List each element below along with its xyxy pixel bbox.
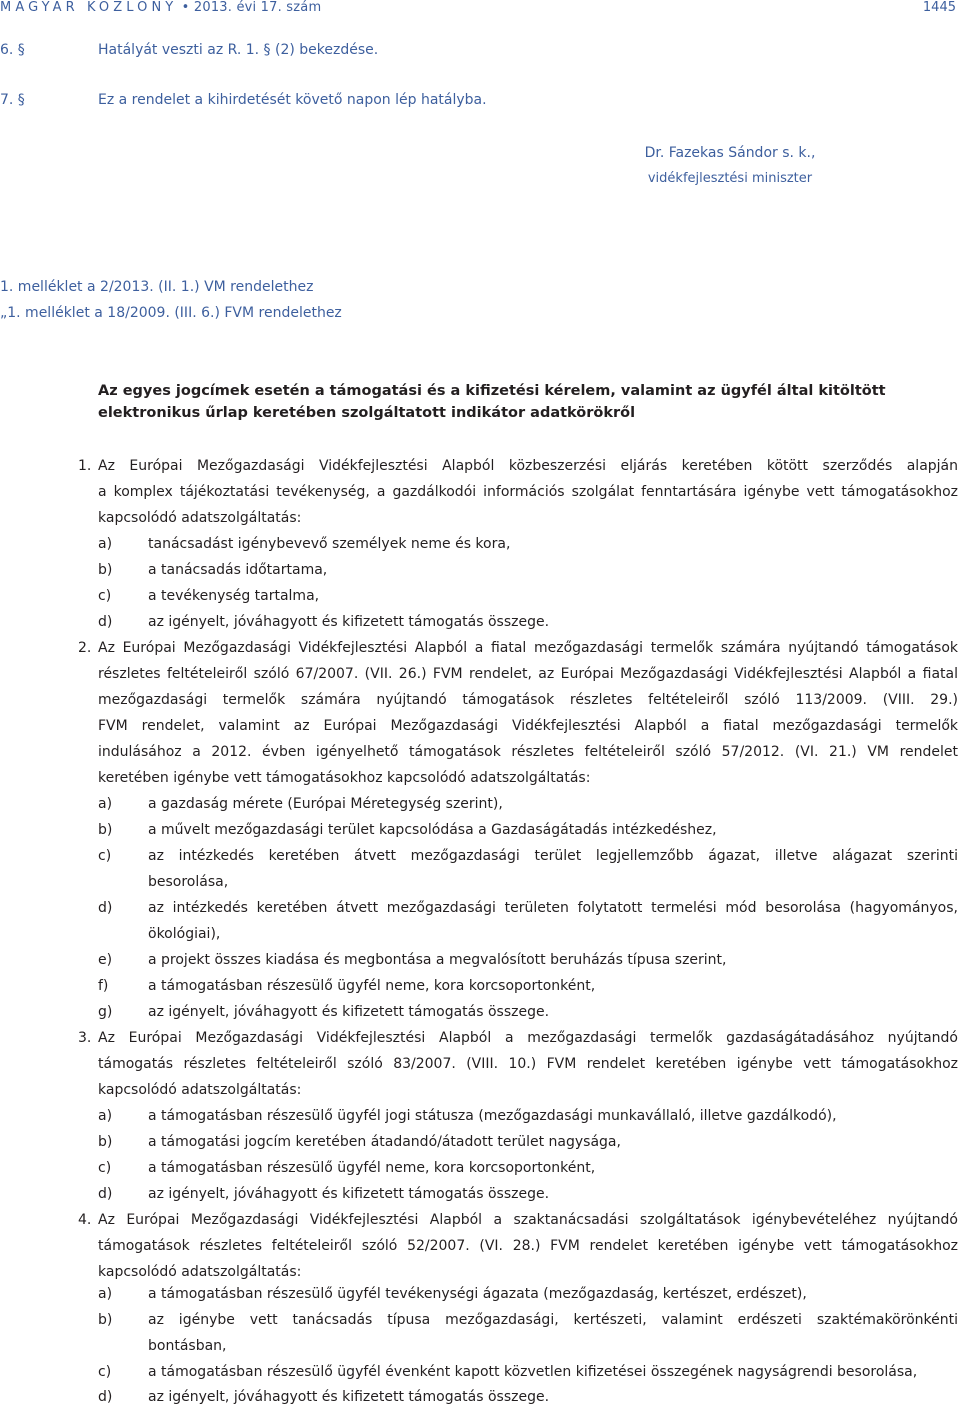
paragraph-line: Az Európai Mezőgazdasági Vidékfejlesztési Alapból a fiatal mezőgazdasági termelők számára nyújtandó támogatások: [98, 640, 958, 656]
item-label: b): [98, 822, 113, 838]
item-text: a támogatásban részesülő ügyfél jogi státusza (mezőgazdasági munkavállaló, illetve gazdálkodó),: [148, 1108, 837, 1124]
item-label: f): [98, 978, 109, 994]
item-text: a támogatásban részesülő ügyfél tevékenységi ágazata (mezőgazdaság, kertészet, erdészet),: [148, 1286, 807, 1302]
point-2-text: [98, 635, 958, 791]
signatory-title: vidékfejlesztési miniszter: [647, 171, 813, 186]
item-text: a művelt mezőgazdasági terület kapcsolódása a Gazdaságátadás intézkedéshez,: [148, 822, 717, 838]
item-line: bontásban,: [148, 1338, 227, 1354]
annex-heading: 1. melléklet a 2/2013. (II. 1.) VM rendelethez: [0, 279, 314, 295]
item-text: [148, 895, 958, 947]
item-label: a): [98, 1108, 113, 1124]
section-6-number: 6. §: [0, 42, 25, 58]
paragraph-line: kapcsolódó adatszolgáltatás:: [98, 1264, 302, 1280]
item-text: a tanácsadás időtartama,: [148, 562, 328, 578]
point-3-text: [98, 1025, 958, 1103]
item-label: d): [98, 1389, 113, 1405]
item-text: a támogatásban részesülő ügyfél neme, kora korcsoportonként,: [148, 978, 596, 994]
item-label: d): [98, 614, 113, 630]
section-6-text: Hatályát veszti az R. 1. § (2) bekezdése.: [98, 42, 379, 58]
item-label: d): [98, 900, 113, 916]
item-line: ökológiai),: [148, 926, 221, 942]
paragraph-line: támogatás részletes feltételeiről szóló 83/2007. (VIII. 10.) FVM rendelet keretében igénybe vett támogatásokhoz: [98, 1056, 958, 1072]
item-text: a támogatásban részesülő ügyfél évenként kapott közvetlen kifizetései összegének nagyságrendi besorolása,: [148, 1364, 918, 1380]
item-text: az igényelt, jóváhagyott és kifizetett támogatás összege.: [148, 1186, 550, 1202]
paragraph-line: Az Európai Mezőgazdasági Vidékfejlesztési Alapból közbeszerzési eljárás keretében kötött szerződés alapján: [98, 458, 958, 474]
journal-name: MAGYAR KÖZLÖNY: [0, 0, 178, 15]
item-label: a): [98, 536, 113, 552]
paragraph-line: indulásához a 2012. évben igényelhető támogatások részletes feltételeiről szóló 57/2012. (VI. 21.) VM rendelet: [98, 744, 958, 760]
item-line: az igénybe vett tanácsadás típusa mezőgazdasági, kertészeti, valamint erdészeti szaktémakörönkénti: [148, 1312, 958, 1328]
item-label: a): [98, 796, 113, 812]
item-label: g): [98, 1004, 113, 1020]
item-text: az igényelt, jóváhagyott és kifizetett támogatás összege.: [148, 1004, 550, 1020]
paragraph-line: kapcsolódó adatszolgáltatás:: [98, 1082, 302, 1098]
item-label: e): [98, 952, 113, 968]
paragraph-line: részletes feltételeiről szóló 67/2007. (VII. 26.) FVM rendelet, az Európai Mezőgazdasági Vidékfejlesztési Alapból a fiatal: [98, 666, 958, 682]
item-text: a tevékenység tartalma,: [148, 588, 320, 604]
item-text: tanácsadást igénybevevő személyek neme és kora,: [148, 536, 511, 552]
item-label: c): [98, 848, 112, 864]
item-text: a támogatásban részesülő ügyfél neme, kora korcsoportonként,: [148, 1160, 596, 1176]
point-3-number: 3.: [78, 1030, 92, 1046]
annex-subheading: „1. melléklet a 18/2009. (III. 6.) FVM rendelethez: [0, 305, 342, 321]
point-1-number: 1.: [78, 458, 92, 474]
paragraph-line: támogatások részletes feltételeiről szóló 52/2007. (VI. 28.) FVM rendelet keretében igénybe vett támogatásokhoz: [98, 1238, 958, 1254]
paragraph-line: Az Európai Mezőgazdasági Vidékfejlesztési Alapból a szaktanácsadási szolgáltatások igénybevételéhez nyújtandó: [98, 1212, 958, 1228]
paragraph-line: kapcsolódó adatszolgáltatás:: [98, 510, 302, 526]
item-text: az igényelt, jóváhagyott és kifizetett támogatás összege.: [148, 614, 550, 630]
section-7-text: Ez a rendelet a kihirdetését követő napon lép hatályba.: [98, 92, 487, 108]
title-line: Az egyes jogcímek esetén a támogatási és a kifizetési kérelem, valamint az ügyfél által kitöltött: [98, 383, 886, 399]
item-label: b): [98, 562, 113, 578]
point-2-number: 2.: [78, 640, 92, 656]
header-bullet: •: [181, 0, 190, 15]
item-line: az intézkedés keretében átvett mezőgazdasági területen folytatott termelési mód besorolása (hagyományos,: [148, 900, 958, 916]
item-label: a): [98, 1286, 113, 1302]
paragraph-line: Az Európai Mezőgazdasági Vidékfejlesztési Alapból a mezőgazdasági termelők gazdaságátadásához nyújtandó: [98, 1030, 958, 1046]
item-text: a támogatási jogcím keretében átadandó/átadott terület nagysága,: [148, 1134, 621, 1150]
item-label: c): [98, 1364, 112, 1380]
paragraph-line: mezőgazdasági termelők számára nyújtandó támogatások részletes feltételeiről szóló 113/2009. (VIII. 29.): [98, 692, 958, 708]
item-text: [148, 843, 958, 895]
item-text: [148, 1307, 958, 1359]
item-text: a projekt összes kiadása és megbontása a megvalósított beruházás típusa szerint,: [148, 952, 727, 968]
signatory-name: Dr. Fazekas Sándor s. k.,: [644, 145, 816, 161]
issue-info: 2013. évi 17. szám: [193, 0, 322, 15]
item-text: a gazdaság mérete (Európai Méretegység szerint),: [148, 796, 503, 812]
item-label: b): [98, 1312, 113, 1328]
point-4-text: [98, 1207, 958, 1285]
section-7-number: 7. §: [0, 92, 25, 108]
document-title: [98, 380, 888, 424]
item-label: c): [98, 1160, 112, 1176]
item-text: az igényelt, jóváhagyott és kifizetett támogatás összege.: [148, 1389, 550, 1405]
page-number: 1445: [922, 0, 956, 15]
running-header: [0, 0, 321, 15]
title-line: elektronikus űrlap keretében szolgáltatott indikátor adatkörökről: [98, 405, 636, 421]
paragraph-line: keretében igénybe vett támogatásokhoz kapcsolódó adatszolgáltatás:: [98, 770, 591, 786]
item-line: besorolása,: [148, 874, 229, 890]
paragraph-line: a komplex tájékoztatási tevékenység, a gazdálkodói információs szolgálat fenntartására igénybe vett támogatásokhoz: [98, 484, 958, 500]
point-4-number: 4.: [78, 1212, 92, 1228]
item-label: d): [98, 1186, 113, 1202]
item-line: az intézkedés keretében átvett mezőgazdasági terület legjellemzőbb ágazat, illetve alágazat szerinti: [148, 848, 958, 864]
item-label: b): [98, 1134, 113, 1150]
paragraph-line: FVM rendelet, valamint az Európai Mezőgazdasági Vidékfejlesztési Alapból a fiatal mezőgazdasági termelők: [98, 718, 958, 734]
item-label: c): [98, 588, 112, 604]
point-1-text: [98, 453, 958, 531]
